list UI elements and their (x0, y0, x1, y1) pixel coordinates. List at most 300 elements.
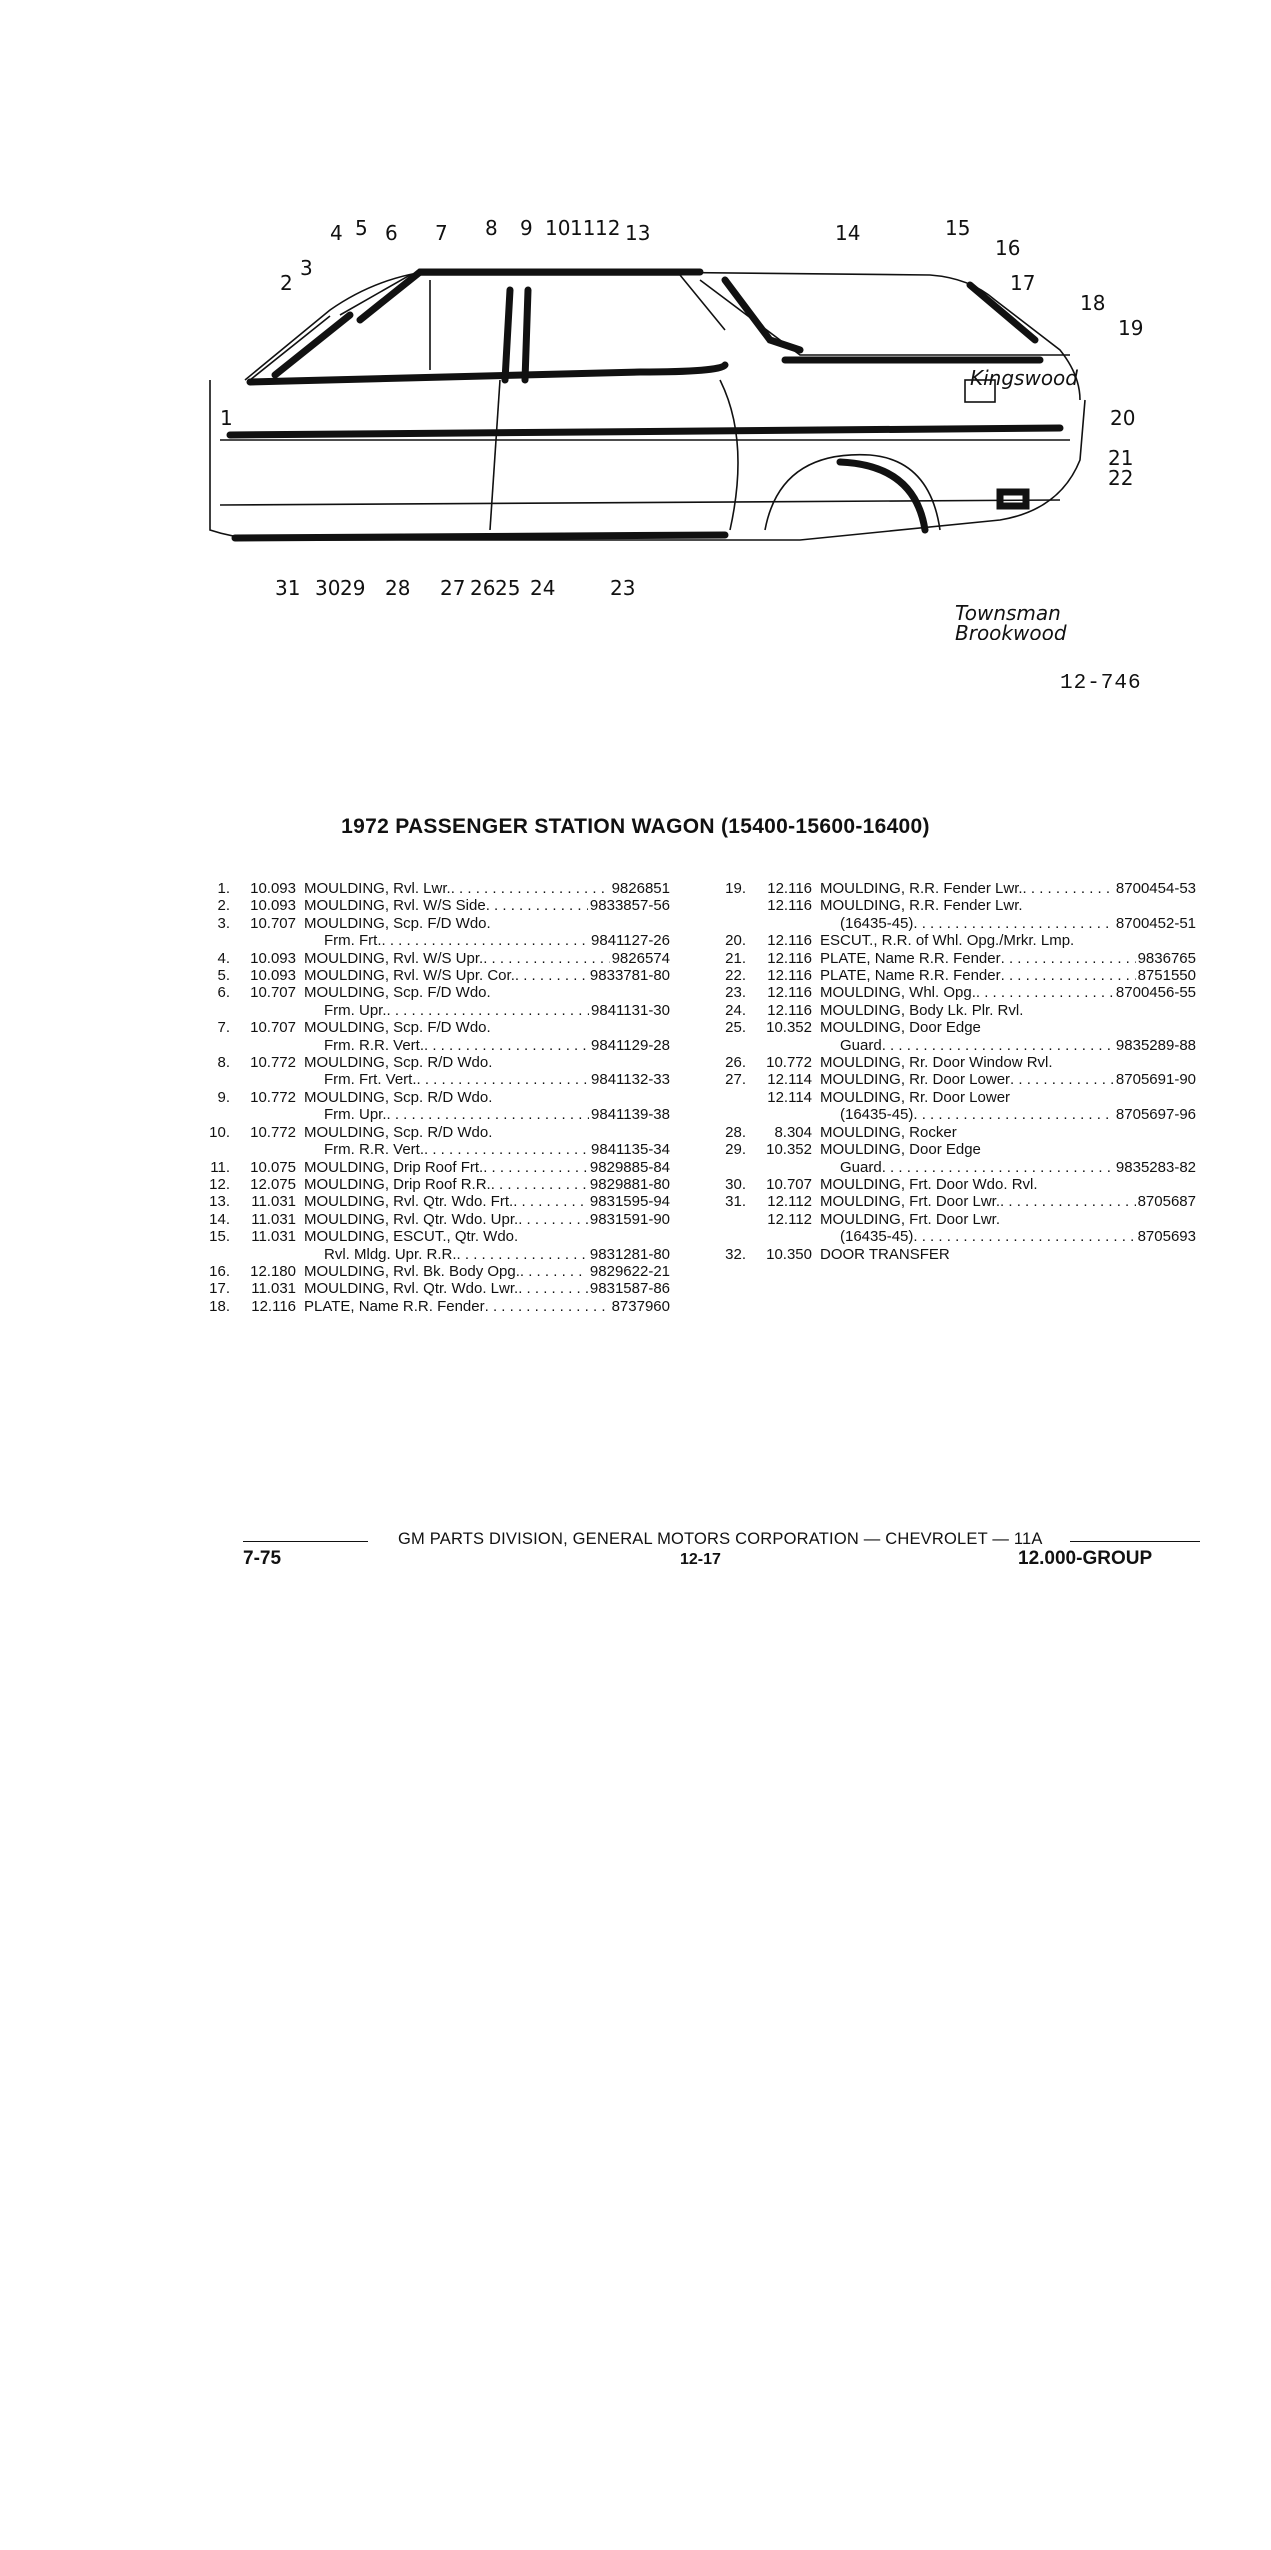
leader-dots (1010, 1071, 1114, 1088)
item-description (304, 1002, 670, 1019)
item-number (200, 1141, 230, 1158)
part-row (716, 897, 1196, 914)
part-number: 8737960 (611, 1297, 670, 1315)
leader-dots (882, 1159, 1114, 1176)
description-text: MOULDING, Rvl. Qtr. Wdo. Lwr. (304, 1280, 519, 1298)
part-number: 9835289-88 (1115, 1036, 1196, 1054)
footer-group: 12.000-GROUP (1018, 1548, 1153, 1569)
part-number: 9826851 (611, 880, 670, 897)
item-description (304, 1228, 670, 1245)
group-code (230, 1002, 304, 1019)
leader-dots (491, 1176, 588, 1193)
part-row (200, 880, 670, 897)
callout-15: 15 (945, 216, 971, 240)
part-row (200, 950, 670, 967)
part-number: 8700452-51 (1115, 914, 1196, 932)
leader-dots (520, 1263, 588, 1280)
part-number: 8700456-55 (1115, 984, 1196, 1002)
callout-19: 19 (1118, 316, 1144, 340)
part-row (716, 1246, 1196, 1263)
page-title: 1972 PASSENGER STATION WAGON (15400-15600-16400) (341, 815, 930, 838)
item-description (820, 1037, 1196, 1054)
part-row (200, 1071, 670, 1088)
item-description (304, 1193, 670, 1210)
item-description (820, 1019, 1196, 1036)
part-row (716, 950, 1196, 967)
item-number: 13. (209, 1193, 230, 1211)
part-row (200, 1280, 670, 1297)
group-code: 12.116 (767, 949, 812, 967)
belt-moulding (250, 365, 725, 382)
item-number: 30. (725, 1175, 746, 1193)
qtr-window-front (725, 280, 800, 350)
item-description (304, 1211, 670, 1228)
group-code: 10.707 (250, 984, 296, 1002)
part-number: 9833857-56 (589, 897, 670, 915)
part-row (716, 1124, 1196, 1141)
item-description (304, 915, 670, 932)
item-number: 24. (725, 1001, 746, 1019)
part-number: 9831595-94 (589, 1193, 670, 1211)
part-row (200, 984, 670, 1001)
part-number: 9841127-26 (591, 932, 670, 950)
item-number: 14. (209, 1210, 230, 1228)
leader-dots (457, 1246, 588, 1263)
description-text: Guard (840, 1036, 882, 1054)
description-text: MOULDING, Rvl. Qtr. Wdo. Frt. (304, 1193, 514, 1211)
part-row (716, 1089, 1196, 1106)
description-text: MOULDING, Scp. F/D Wdo. (304, 984, 491, 1002)
kingswood-script: Kingswood (970, 366, 1078, 390)
group-code: 10.707 (250, 1019, 296, 1037)
part-row (716, 1211, 1196, 1228)
part-number: 8705691-90 (1115, 1071, 1196, 1089)
leader-dots (486, 897, 588, 914)
part-row (716, 1159, 1196, 1176)
callout-24: 24 (530, 576, 556, 600)
part-row (200, 915, 670, 932)
group-code (230, 1246, 304, 1263)
item-description (304, 897, 670, 914)
part-number: 9841135-34 (591, 1141, 670, 1159)
group-code: 10.350 (766, 1245, 812, 1263)
callout-30: 30 (315, 576, 341, 600)
group-code: 10.093 (250, 897, 296, 915)
item-description (820, 1159, 1196, 1176)
item-description (304, 950, 670, 967)
description-text: MOULDING, Scp. R/D Wdo. (304, 1054, 493, 1072)
part-row (716, 880, 1196, 897)
brookwood-script: Brookwood (955, 621, 1067, 640)
item-number: 21. (725, 949, 746, 967)
item-number: 27. (725, 1071, 746, 1089)
group-code (746, 1106, 820, 1123)
item-number: 26. (725, 1054, 746, 1072)
door-frame-vert (505, 290, 510, 380)
part-row (200, 897, 670, 914)
leader-dots (417, 1071, 590, 1088)
part-number: 9831587-86 (589, 1280, 670, 1298)
footer-date: 7-75 (243, 1548, 282, 1569)
callout-9: 9 (520, 216, 533, 240)
group-code: 12.116 (767, 1001, 812, 1019)
description-text: MOULDING, ESCUT., Qtr. Wdo. (304, 1228, 519, 1246)
group-code (746, 1037, 820, 1054)
part-number: 8705687 (1137, 1193, 1196, 1211)
group-code: 12.112 (767, 1193, 812, 1211)
item-description (820, 1228, 1196, 1245)
part-row (716, 984, 1196, 1001)
item-number: 20. (725, 932, 746, 950)
part-number: 9835283-82 (1115, 1158, 1196, 1176)
description-text: MOULDING, Rvl. Lwr. (304, 880, 451, 897)
item-description (820, 1141, 1196, 1158)
part-row (200, 1193, 670, 1210)
description-text: MOULDING, Rvl. W/S Side (304, 897, 486, 915)
callout-18: 18 (1080, 291, 1106, 315)
callout-10: 10 (545, 216, 571, 240)
item-description (304, 1141, 670, 1158)
item-description (304, 880, 670, 897)
callout-16: 16 (995, 236, 1021, 260)
part-number: 9829885-84 (589, 1158, 670, 1176)
group-code (230, 1037, 304, 1054)
item-number (716, 1037, 746, 1054)
part-row (200, 967, 670, 984)
item-description (304, 1124, 670, 1141)
callout-2: 2 (280, 271, 293, 295)
description-text: MOULDING, Rvl. Qtr. Wdo. Upr. (304, 1210, 519, 1228)
description-text: MOULDING, R.R. Fender Lwr. (820, 897, 1023, 915)
leader-dots (381, 932, 589, 949)
description-text: MOULDING, Scp. F/D Wdo. (304, 914, 491, 932)
car-body-outline (210, 270, 1085, 540)
item-number (716, 1089, 746, 1106)
leader-dots (485, 1298, 610, 1315)
leader-dots (913, 1106, 1114, 1123)
description-text: ESCUT., R.R. of Whl. Opg./Mrkr. Lmp. (820, 932, 1075, 950)
rocker-moulding (235, 535, 725, 538)
item-number (716, 1159, 746, 1176)
item-description (304, 1037, 670, 1054)
item-description (820, 932, 1196, 949)
part-row (200, 1211, 670, 1228)
item-description (304, 1106, 670, 1123)
item-description (820, 1071, 1196, 1088)
item-number: 11. (210, 1158, 230, 1176)
leader-dots (515, 967, 588, 984)
part-row (716, 1141, 1196, 1158)
description-text: MOULDING, Drip Roof R.R. (304, 1175, 491, 1193)
item-number (200, 932, 230, 949)
group-code: 10.093 (250, 967, 296, 985)
callout-25: 25 (495, 576, 521, 600)
item-number: 23. (725, 984, 746, 1002)
callout-22: 22 (1108, 466, 1134, 490)
part-row (200, 1159, 670, 1176)
description-text: MOULDING, Rr. Door Window Rvl. (820, 1054, 1053, 1072)
description-text: MOULDING, Frt. Door Wdo. Rvl. (820, 1175, 1038, 1193)
group-code: 11.031 (251, 1228, 296, 1246)
parts-list-left (200, 880, 670, 1315)
figure-number: 12-746 (1060, 672, 1142, 695)
part-number: 9831591-90 (589, 1210, 670, 1228)
callout-8: 8 (485, 216, 498, 240)
description-text: Frm. Upr. (324, 1001, 387, 1019)
item-number: 15. (209, 1228, 230, 1246)
description-text: DOOR TRANSFER (820, 1245, 950, 1263)
callout-6: 6 (385, 221, 398, 245)
group-code: 10.772 (250, 1123, 296, 1141)
description-text: MOULDING, Rr. Door Lower (820, 1071, 1011, 1089)
part-row (200, 1141, 670, 1158)
part-number: 8751550 (1137, 967, 1196, 985)
part-row (200, 1106, 670, 1123)
leader-dots (913, 915, 1114, 932)
part-number: 9841139-38 (591, 1106, 670, 1124)
description-text: MOULDING, Rvl. Bk. Body Opg. (304, 1262, 520, 1280)
item-number: 32. (725, 1245, 746, 1263)
item-number: 29. (725, 1141, 746, 1159)
group-code: 12.180 (250, 1262, 296, 1280)
group-code: 12.112 (767, 1210, 812, 1228)
description-text: MOULDING, Door Edge (820, 1019, 981, 1037)
group-code: 12.116 (767, 967, 812, 985)
item-description (820, 950, 1196, 967)
part-row (716, 1228, 1196, 1245)
leader-dots (976, 984, 1114, 1001)
part-number: 9826574 (611, 949, 670, 967)
callout-20: 20 (1110, 406, 1136, 430)
rear-door-frame-vert (525, 290, 528, 380)
group-code (230, 1141, 304, 1158)
group-code: 10.093 (250, 949, 296, 967)
item-description (304, 1054, 670, 1071)
part-row (716, 915, 1196, 932)
part-row (716, 1037, 1196, 1054)
group-code: 11.031 (251, 1210, 296, 1228)
part-row (200, 1263, 670, 1280)
item-description (820, 1211, 1196, 1228)
townsman-script: Townsman (955, 601, 1061, 625)
description-text: (16435-45) (840, 914, 914, 932)
item-number: 12. (209, 1175, 230, 1193)
callout-1: 1 (220, 406, 233, 430)
item-number (716, 1228, 746, 1245)
part-row (200, 1019, 670, 1036)
item-description (304, 1071, 670, 1088)
item-description (820, 1106, 1196, 1123)
item-number: 3. (217, 914, 230, 932)
description-text: MOULDING, R.R. Fender Lwr. (820, 880, 1023, 897)
part-row (200, 1002, 670, 1019)
item-number: 8. (217, 1054, 230, 1072)
item-number (716, 897, 746, 914)
item-number (200, 1002, 230, 1019)
group-code (746, 1228, 820, 1245)
item-number: 31. (725, 1193, 746, 1211)
group-code: 11.031 (251, 1280, 296, 1298)
part-row (200, 932, 670, 949)
callout-17: 17 (1010, 271, 1036, 295)
group-code: 10.772 (250, 1054, 296, 1072)
item-number (716, 915, 746, 932)
description-text: MOULDING, Rvl. W/S Upr. Cor. (304, 967, 515, 985)
callout-12: 12 (595, 216, 621, 240)
group-code (230, 1071, 304, 1088)
item-description (820, 915, 1196, 932)
description-text: PLATE, Name R.R. Fender (820, 949, 1001, 967)
description-text: Frm. R.R. Vert. (324, 1141, 425, 1159)
description-text: Frm. Frt. (324, 932, 382, 950)
group-code: 10.352 (766, 1019, 812, 1037)
item-number: 25. (725, 1019, 746, 1037)
part-row (716, 1106, 1196, 1123)
description-text: MOULDING, Body Lk. Plr. Rvl. (820, 1001, 1024, 1019)
footer-rule-right (1070, 1541, 1200, 1542)
group-code: 10.772 (250, 1088, 296, 1106)
leader-dots (483, 950, 609, 967)
group-code: 12.116 (767, 880, 812, 897)
part-number: 9841129-28 (591, 1036, 670, 1054)
callout-13: 13 (625, 221, 651, 245)
part-row (716, 1019, 1196, 1036)
part-number: 9831281-80 (589, 1245, 670, 1263)
group-code (746, 1159, 820, 1176)
leader-dots (513, 1193, 588, 1210)
description-text: MOULDING, Drip Roof Frt. (304, 1158, 484, 1176)
leader-dots (424, 1141, 589, 1158)
group-code: 12.114 (767, 1088, 812, 1106)
leader-dots (913, 1228, 1135, 1245)
description-text: MOULDING, Door Edge (820, 1141, 981, 1159)
leader-dots (451, 880, 610, 897)
description-text: MOULDING, Rvl. W/S Upr. (304, 949, 484, 967)
marker-lamp-escutcheon (1000, 492, 1026, 506)
group-code: 10.707 (766, 1175, 812, 1193)
item-number: 9. (217, 1088, 230, 1106)
item-number: 16. (209, 1262, 230, 1280)
part-row (716, 1002, 1196, 1019)
item-description (304, 1019, 670, 1036)
item-number (716, 1211, 746, 1228)
callout-31: 31 (275, 576, 301, 600)
item-description (304, 1246, 670, 1263)
item-description (820, 1246, 1196, 1263)
group-code: 12.116 (767, 984, 812, 1002)
parts-list-right (716, 880, 1196, 1263)
item-number: 7. (217, 1019, 230, 1037)
description-text: MOULDING, Scp. R/D Wdo. (304, 1123, 493, 1141)
item-number: 10. (209, 1123, 230, 1141)
part-row (716, 1176, 1196, 1193)
part-row (200, 1089, 670, 1106)
item-number: 28. (725, 1123, 746, 1141)
leader-dots (1001, 967, 1136, 984)
leader-dots (1001, 950, 1136, 967)
item-number: 4. (217, 949, 230, 967)
description-text: PLATE, Name R.R. Fender (304, 1297, 485, 1315)
part-number: 8705697-96 (1115, 1106, 1196, 1124)
item-description (304, 1176, 670, 1193)
leader-dots (387, 1106, 590, 1123)
group-code: 11.031 (251, 1193, 296, 1211)
item-description (820, 984, 1196, 1001)
part-row (716, 1193, 1196, 1210)
item-number (200, 1106, 230, 1123)
group-code (230, 1106, 304, 1123)
item-number: 17. (209, 1280, 230, 1298)
part-row (200, 1124, 670, 1141)
group-code: 8.304 (774, 1123, 812, 1141)
description-text: Frm. Frt. Vert. (324, 1071, 417, 1089)
item-description (820, 897, 1196, 914)
description-text: PLATE, Name R.R. Fender (820, 967, 1001, 985)
description-text: MOULDING, Scp. R/D Wdo. (304, 1088, 493, 1106)
callout-21: 21 (1108, 446, 1134, 470)
group-code: 12.116 (767, 932, 812, 950)
description-text: MOULDING, Whl. Opg. (820, 984, 976, 1002)
part-row (200, 1176, 670, 1193)
callout-5: 5 (355, 216, 368, 240)
group-code: 10.352 (766, 1141, 812, 1159)
description-text: MOULDING, Rr. Door Lower (820, 1088, 1011, 1106)
callout-7: 7 (435, 221, 448, 245)
moulding-strips (230, 272, 1060, 538)
item-description (820, 1002, 1196, 1019)
item-number: 19. (725, 880, 746, 897)
leader-dots (387, 1002, 590, 1019)
leader-dots (518, 1211, 588, 1228)
leader-dots (1023, 880, 1114, 897)
item-description (820, 1089, 1196, 1106)
body-side-moulding (230, 428, 1060, 435)
item-description (304, 1280, 670, 1297)
part-number: 8705693 (1137, 1228, 1196, 1246)
item-description (820, 880, 1196, 897)
leader-dots (882, 1037, 1114, 1054)
leader-dots (483, 1159, 588, 1176)
part-row (200, 1228, 670, 1245)
item-description (820, 967, 1196, 984)
description-text: Frm. R.R. Vert. (324, 1036, 425, 1054)
callout-29: 29 (340, 576, 366, 600)
item-number: 18. (209, 1297, 230, 1315)
footer-text: GM PARTS DIVISION, GENERAL MOTORS CORPORATION — CHEVROLET — 11A (398, 1530, 1043, 1548)
part-row (716, 1054, 1196, 1071)
callout-28: 28 (385, 576, 411, 600)
callout-11: 11 (570, 216, 596, 240)
part-number: 9829881-80 (589, 1175, 670, 1193)
item-description (304, 984, 670, 1001)
item-number (200, 1246, 230, 1263)
item-description (304, 1089, 670, 1106)
part-number: 9829622-21 (589, 1262, 670, 1280)
description-text: MOULDING, Rocker (820, 1123, 957, 1141)
item-number (716, 1106, 746, 1123)
part-row (716, 967, 1196, 984)
group-code: 12.116 (251, 1297, 296, 1315)
item-description (304, 1298, 670, 1315)
item-description (820, 1124, 1196, 1141)
callout-27: 27 (440, 576, 466, 600)
part-row (200, 1298, 670, 1315)
description-text: Frm. Upr. (324, 1106, 387, 1124)
group-code (230, 932, 304, 949)
callout-23: 23 (610, 576, 636, 600)
part-number: 8700454-53 (1115, 880, 1196, 897)
footer-rule-left (243, 1541, 368, 1542)
